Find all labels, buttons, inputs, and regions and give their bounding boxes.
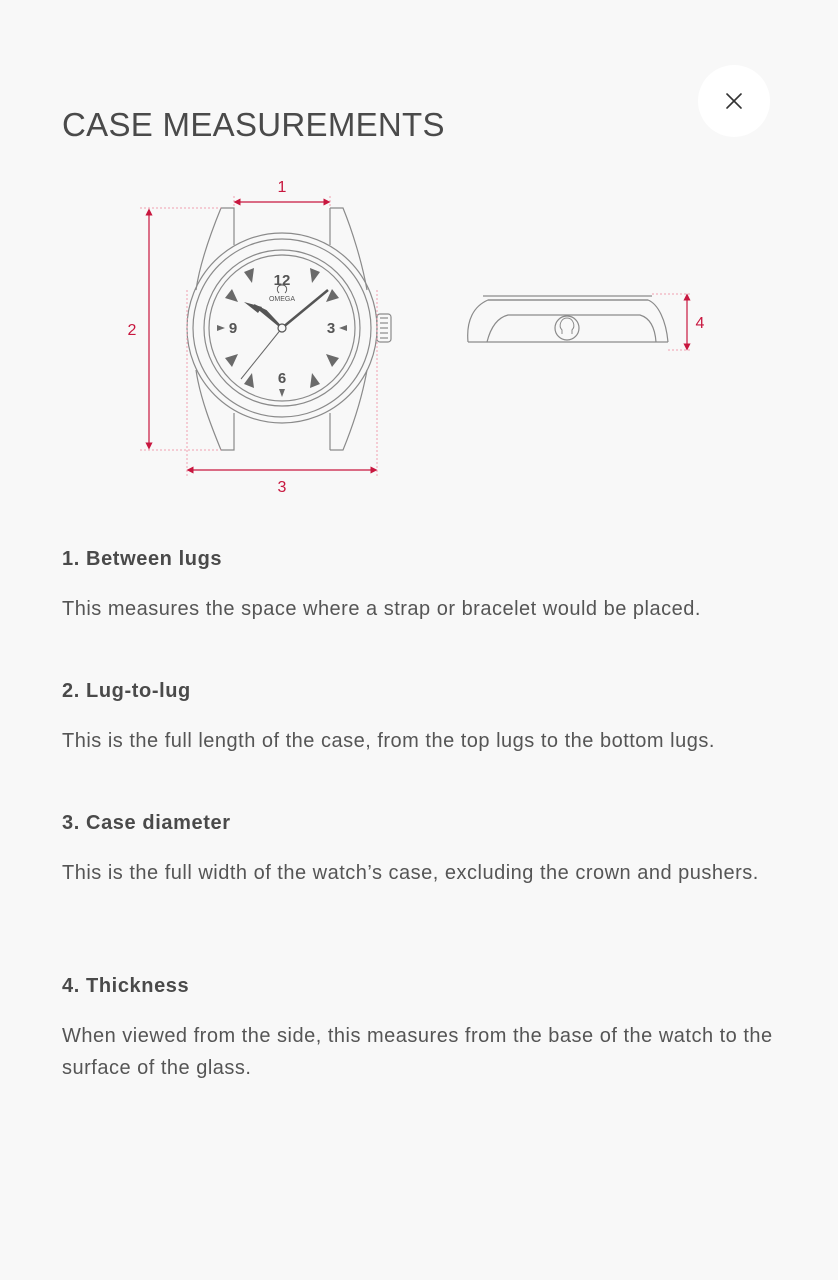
label-between-lugs: 1 (277, 179, 287, 196)
measurement-heading: 3. Case diameter (62, 812, 231, 834)
numeral-3: 3 (326, 320, 336, 337)
watch-hands (241, 290, 328, 379)
measurement-description: This measures the space where a strap or bracelet would be placed. (62, 598, 701, 620)
modal-title: CASE MEASUREMENTS (62, 106, 445, 143)
measurement-description: When viewed from the side, this measures from the base of the watch to the surface of the glass. (62, 1025, 773, 1079)
close-icon (725, 92, 743, 110)
numeral-9: 9 (228, 320, 238, 337)
measurement-guides (140, 196, 692, 476)
numeral-12: 12 (273, 272, 291, 289)
measurement-heading: 2. Lug-to-lug (62, 680, 191, 702)
measurement-heading: 4. Thickness (62, 975, 190, 997)
measurement-description: This is the full length of the case, from the top lugs to the bottom lugs. (62, 730, 715, 752)
numeral-6: 6 (277, 370, 287, 387)
brand-logo-text: OMEGA (268, 296, 296, 303)
close-button[interactable] (698, 65, 770, 137)
measurement-heading: 1. Between lugs (62, 548, 223, 570)
case-measurement-diagram (0, 160, 838, 510)
measurement-section-case-diameter (62, 812, 774, 889)
measurement-section-thickness (62, 975, 774, 1084)
label-lug-to-lug: 2 (127, 322, 137, 339)
label-case-diameter: 3 (277, 479, 287, 496)
watch-side-view (468, 296, 668, 342)
measurement-description: This is the full width of the watch’s case, excluding the crown and pushers. (62, 862, 759, 884)
label-thickness: 4 (695, 315, 705, 332)
measurement-section-between-lugs (62, 548, 774, 625)
measurement-section-lug-to-lug (62, 680, 774, 757)
